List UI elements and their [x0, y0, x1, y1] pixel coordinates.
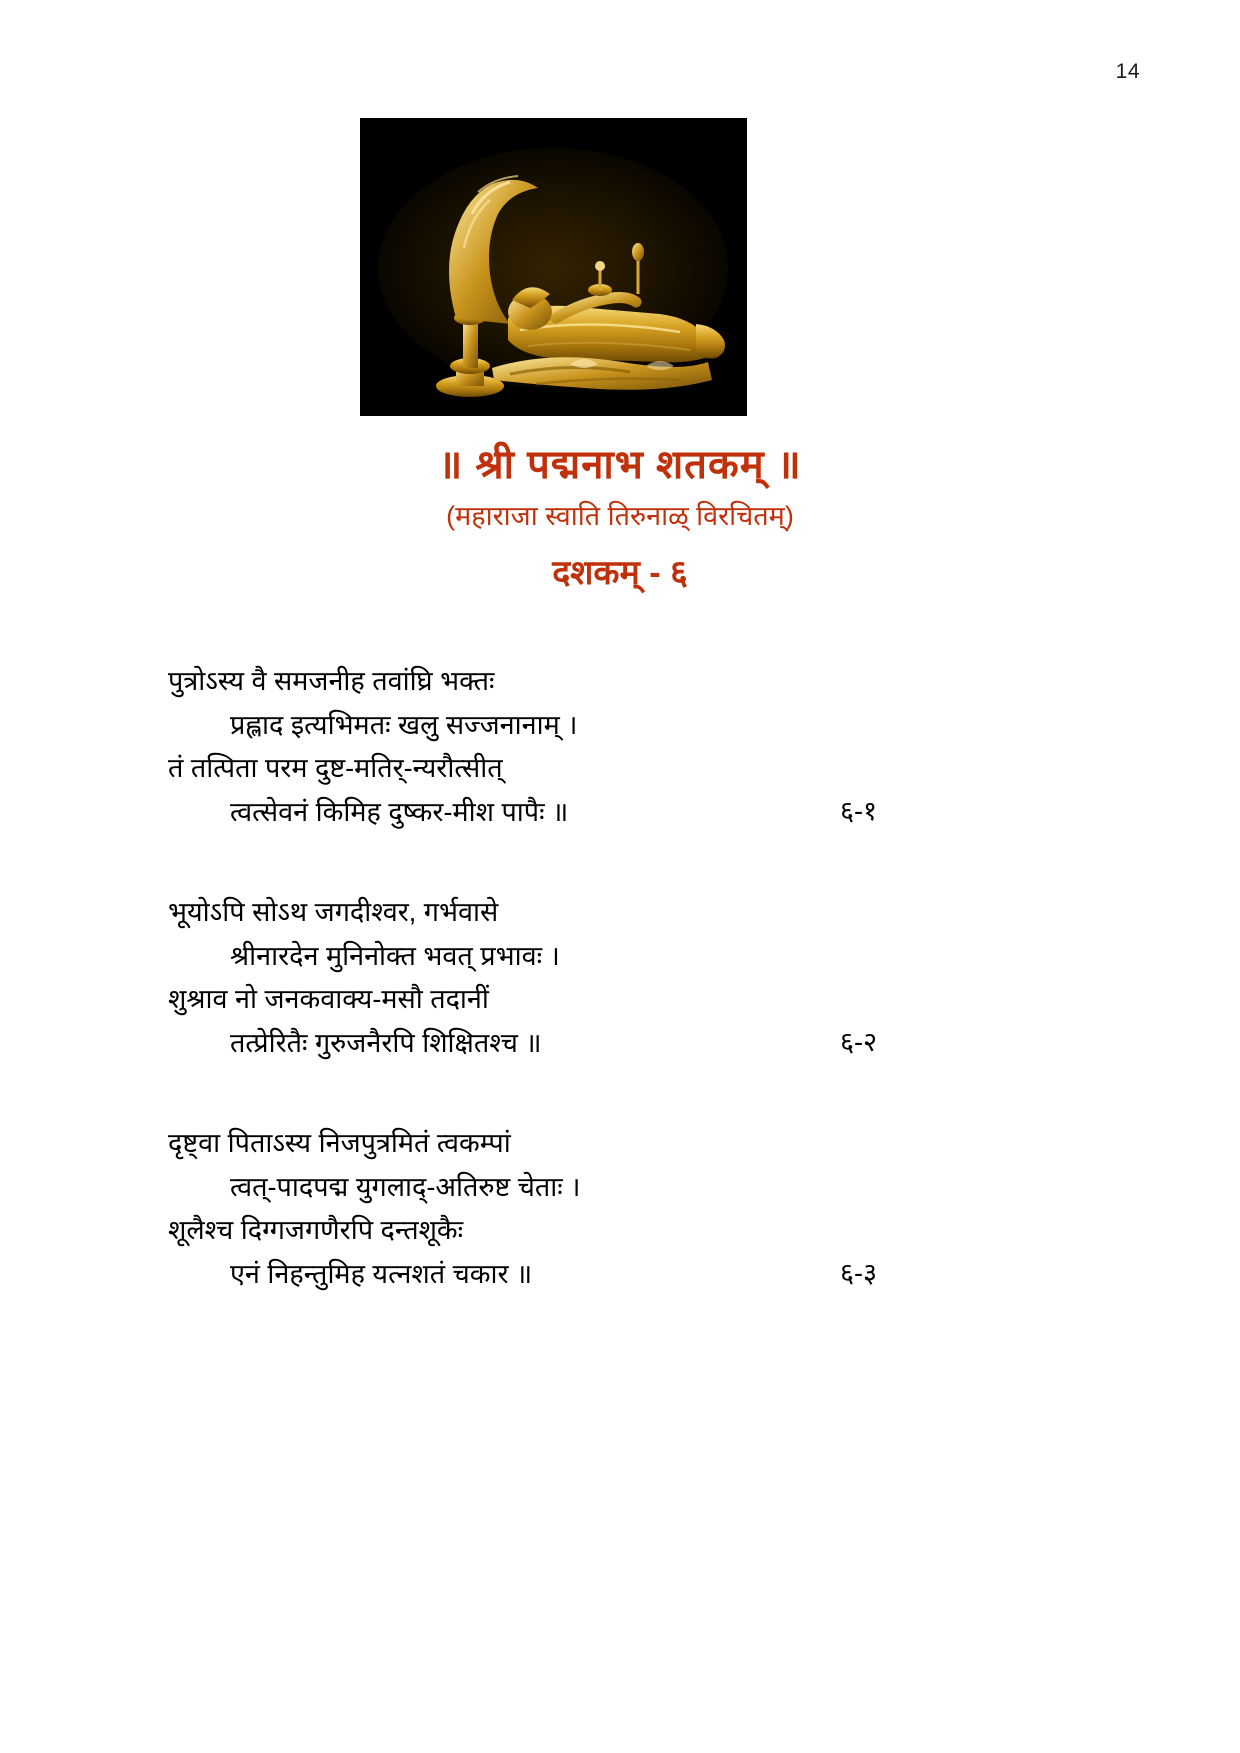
- verse-line: तत्प्रेरितैः गुरुजनैरपि शिक्षितश्च ॥: [230, 1028, 542, 1059]
- verse-block: [168, 1122, 1088, 1297]
- deity-image: [360, 118, 747, 416]
- verse-line: शुश्राव नो जनकवाक्य-मसौ तदानीं: [168, 984, 489, 1015]
- verse-line: तं तत्पिता परम दुष्ट-मतिर्-न्यरौत्सीत्: [168, 753, 503, 784]
- verse-line: त्वत्सेवनं किमिह दुष्कर-मीश पापैः ॥: [230, 797, 569, 828]
- verse-line: श्रीनारदेन मुनिनोक्त भवत् प्रभावः ।: [230, 940, 560, 971]
- verse-line: प्रह्लाद इत्यभिमतः खलु सज्जनानाम् ।: [230, 709, 578, 740]
- verse-block: [168, 660, 1088, 835]
- verse-line: एनं निहन्तुमिह यत्नशतं चकार ॥: [230, 1259, 533, 1290]
- verse-line: शूलैश्च दिग्गजगणैरपि दन्तशूकैः: [168, 1215, 464, 1246]
- verse-block: [168, 891, 1088, 1066]
- section-title: दशकम् - ६: [552, 553, 688, 592]
- page-title: ॥ श्री पद्मनाभ शतकम् ॥: [438, 443, 802, 487]
- verse-list: [168, 660, 1088, 1297]
- page-number: 14: [1115, 60, 1140, 83]
- verse-number: ६-१: [840, 796, 878, 827]
- verse-line: भूयोऽपि सोऽथ जगदीश्वर, गर्भवासे: [168, 896, 499, 927]
- page-subtitle: (महाराजा स्वाति तिरुनाळ् विरचितम्): [446, 501, 794, 531]
- verse-line: दृष्ट्वा पिताऽस्य निजपुत्रमितं त्वकम्पां: [168, 1127, 511, 1158]
- title-block: [0, 440, 1240, 594]
- verse-number: ६-३: [840, 1258, 878, 1289]
- verse-number: ६-२: [840, 1027, 878, 1058]
- deity-illustration-icon: [360, 118, 747, 416]
- verse-line: त्वत्-पादपद्म युगलाद्-अतिरुष्ट चेताः ।: [230, 1171, 581, 1202]
- verse-line: पुत्रोऽस्य वै समजनीह तवांघ्रि भक्तः: [168, 666, 495, 696]
